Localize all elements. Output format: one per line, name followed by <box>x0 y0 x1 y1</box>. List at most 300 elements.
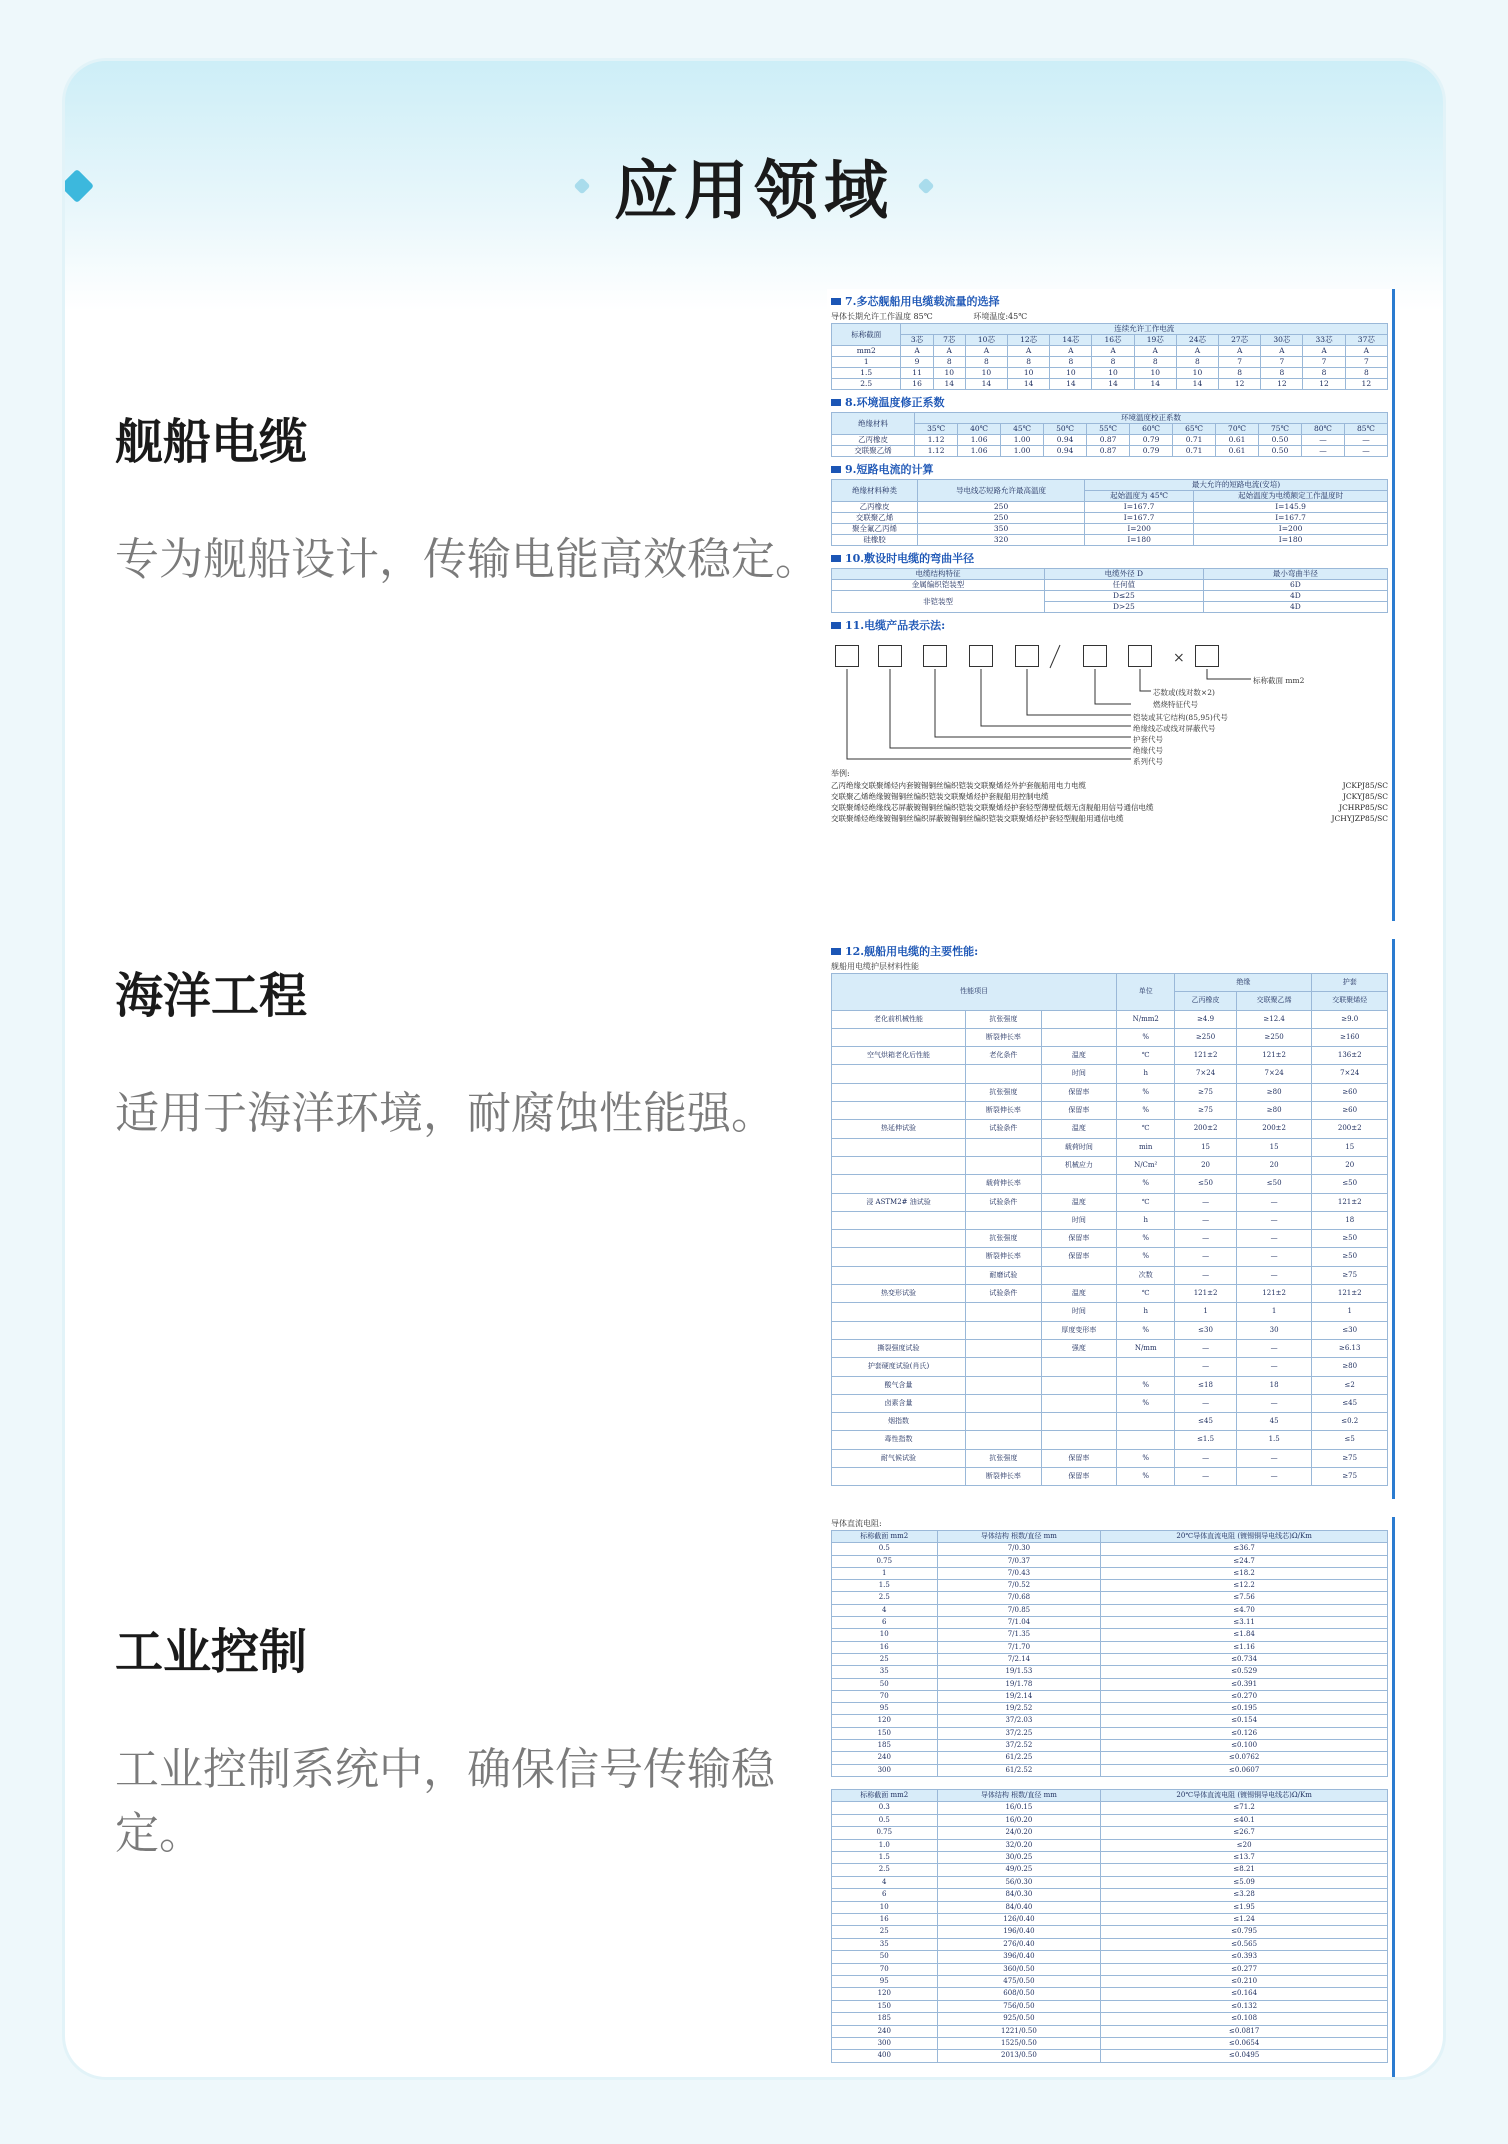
table-cell: ℃ <box>1117 1047 1175 1065</box>
table-cell: 载荷伸长率 <box>966 1175 1042 1193</box>
example-desc: 乙丙绝缘交联聚烯烃内套镀锡铜丝编织铠装交联聚烯烃外护套舰船用电力电缆 <box>831 781 1086 790</box>
table-cell: 200±2 <box>1175 1120 1237 1138</box>
table-cell: — <box>1236 1339 1312 1357</box>
diamond-small-icon <box>918 178 935 195</box>
table-cell: 19/2.52 <box>937 1703 1101 1715</box>
table-cell: ≤0.210 <box>1101 1976 1388 1988</box>
table-row <box>832 1543 1388 1555</box>
table-cell: — <box>1344 435 1387 446</box>
table-cell <box>832 1065 966 1083</box>
table-cell: I=167.7 <box>1085 513 1194 524</box>
code-box <box>1195 645 1219 667</box>
table-cell: — <box>1302 435 1345 446</box>
table-cell: 8 <box>933 357 965 368</box>
table-cell: 136±2 <box>1312 1047 1388 1065</box>
table-cell: 126/0.40 <box>937 1914 1101 1926</box>
table-cell: ≤45 <box>1312 1394 1388 1412</box>
table-cell: 机械应力 <box>1041 1156 1117 1174</box>
table-cell: ≤0.277 <box>1101 1963 1388 1975</box>
table-cell: 8 <box>1008 357 1050 368</box>
table-cell <box>832 1266 966 1284</box>
table-row <box>832 1230 1388 1248</box>
table-cell: 7 <box>1261 357 1303 368</box>
legend-item: 铠装或其它结构(85,95)代号 <box>1133 713 1228 722</box>
table-row <box>832 1963 1388 1975</box>
table-cell: ≤26.7 <box>1101 1827 1388 1839</box>
table-cell: A <box>1345 346 1387 357</box>
table-cell: 导体结构 根数/直径 mm <box>937 1531 1101 1543</box>
table-cell <box>1117 1431 1175 1449</box>
table-cell: 300 <box>832 2038 938 2050</box>
table-cell: 4D <box>1203 591 1387 602</box>
table-cell: 聚全氟乙丙烯 <box>832 524 918 535</box>
table-cell: 保留率 <box>1041 1230 1117 1248</box>
table-cell: 20℃导体直流电阻 (镀锡铜导电线芯)Ω/Km <box>1101 1789 1388 1801</box>
table-cell: 0.75 <box>832 1555 938 1567</box>
table-row <box>832 357 1388 368</box>
table-cell: — <box>1302 446 1345 457</box>
table-row <box>832 368 1388 379</box>
table-row <box>832 1175 1388 1193</box>
table-cell: — <box>1236 1449 1312 1467</box>
table-row <box>832 1827 1388 1839</box>
table-cell: 1.06 <box>958 446 1001 457</box>
table-row <box>832 2000 1388 2012</box>
example-row <box>831 813 1388 824</box>
table-cell: 16/0.20 <box>937 1814 1101 1826</box>
table-cell <box>966 1339 1042 1357</box>
table-cell: 8 <box>1092 357 1134 368</box>
table-cell: 16 <box>901 379 933 390</box>
table-cell: ≤8.21 <box>1101 1864 1388 1876</box>
table-cell: ≤0.0654 <box>1101 2038 1388 2050</box>
table-cell: 温度 <box>1041 1120 1117 1138</box>
table-cell: 起始温度为 45℃ <box>1085 491 1194 502</box>
table-cell: 35 <box>832 1938 938 1950</box>
table-cell: ≤3.11 <box>1101 1617 1388 1629</box>
title-row <box>65 131 1443 241</box>
section-title: 工业控制 <box>115 1624 308 1680</box>
table-cell: ≤7.56 <box>1101 1592 1388 1604</box>
table-cell: 浸 ASTM2# 油试验 <box>832 1193 966 1211</box>
table-cell: 0.79 <box>1130 435 1173 446</box>
table-cell: 温度 <box>1041 1285 1117 1303</box>
table-cell: 空气烘箱老化后性能 <box>832 1047 966 1065</box>
table-row <box>832 1358 1388 1376</box>
table-cell: 2013/0.50 <box>937 2050 1101 2062</box>
table-cell: 8 <box>1219 368 1261 379</box>
table-cell: 121±2 <box>1236 1285 1312 1303</box>
table-cell: 19/2.14 <box>937 1690 1101 1702</box>
table-cell: 15 <box>1175 1138 1237 1156</box>
code-box <box>1128 645 1152 667</box>
table-cell: 耐磨试验 <box>966 1266 1042 1284</box>
table-cell: % <box>1117 1376 1175 1394</box>
table-cell: 导体结构 根数/直径 mm <box>937 1789 1101 1801</box>
table-cell: 7×24 <box>1236 1065 1312 1083</box>
table-cell <box>1041 1010 1117 1028</box>
table-cell: 196/0.40 <box>937 1926 1101 1938</box>
table-cell: 45 <box>1236 1413 1312 1431</box>
table-cell: ≥75 <box>1312 1266 1388 1284</box>
table-header-row <box>832 974 1388 992</box>
table-cell: ℃ <box>1117 1285 1175 1303</box>
table-cell: ≤5.09 <box>1101 1876 1388 1888</box>
table-cell: 121±2 <box>1175 1047 1237 1065</box>
table-cell: 4 <box>832 1876 938 1888</box>
table-cell: 1 <box>1175 1303 1237 1321</box>
table-cell: 标称截面 mm2 <box>832 1531 938 1543</box>
table-cell: 卤素含量 <box>832 1394 966 1412</box>
section-ship-cable <box>115 403 855 592</box>
table-cell: 0.61 <box>1216 446 1259 457</box>
table-cell: 240 <box>832 1752 938 1764</box>
table-cell <box>832 1303 966 1321</box>
section-title: 海洋工程 <box>115 968 308 1024</box>
table-cell: 60℃ <box>1130 424 1173 435</box>
table-cell: 1.5 <box>832 368 901 379</box>
legend-item: 绝缘线芯或线对屏蔽代号 <box>1133 724 1216 733</box>
table-cell: 75℃ <box>1259 424 1302 435</box>
table-row <box>832 1690 1388 1702</box>
table-cell: 导电线芯短路允许最高温度 <box>918 480 1085 502</box>
table-cell <box>832 1138 966 1156</box>
table-cell: 7×24 <box>1312 1065 1388 1083</box>
table-cell: 0.50 <box>1259 435 1302 446</box>
table-cell: 37/2.25 <box>937 1727 1101 1739</box>
table-cell: 19芯 <box>1134 335 1176 346</box>
table-row <box>832 1653 1388 1665</box>
table-cell: 7/1.35 <box>937 1629 1101 1641</box>
current-capacity-table <box>831 323 1388 390</box>
table-cell: ≤50 <box>1236 1175 1312 1193</box>
table-cell: 250 <box>918 513 1085 524</box>
table-cell: 756/0.50 <box>937 2000 1101 2012</box>
table-cell: ≤13.7 <box>1101 1851 1388 1863</box>
table-cell: 24/0.20 <box>937 1827 1101 1839</box>
table-cell: 35 <box>832 1666 938 1678</box>
table-cell: 12 <box>1303 379 1345 390</box>
table-cell: 性能项目 <box>832 974 1117 1011</box>
table-cell: 121±2 <box>1236 1047 1312 1065</box>
table-cell: 绝缘材料种类 <box>832 480 918 502</box>
table-cell: 1 <box>1236 1303 1312 1321</box>
diamond-large-icon <box>62 169 94 203</box>
doc-heading: 11.电缆产品表示法: <box>831 617 1388 633</box>
table-cell: 200±2 <box>1312 1120 1388 1138</box>
table-cell: — <box>1175 1449 1237 1467</box>
table-cell: 16 <box>832 1914 938 1926</box>
table-cell: 19/1.53 <box>937 1666 1101 1678</box>
svg-text:×: × <box>1173 650 1185 666</box>
table-cell <box>966 1413 1042 1431</box>
table-cell: — <box>1236 1230 1312 1248</box>
table-cell: D>25 <box>1044 602 1203 613</box>
table-cell: ≤71.2 <box>1101 1802 1388 1814</box>
table-cell: 25 <box>832 1653 938 1665</box>
table-header-row <box>832 569 1388 580</box>
example-row <box>831 802 1388 813</box>
table-cell: 交联聚乙烯 <box>1236 992 1312 1010</box>
table-cell: 10 <box>1008 368 1050 379</box>
table-row <box>832 1285 1388 1303</box>
table-header-row <box>832 1531 1388 1543</box>
table-cell: 环境温度校正系数 <box>915 413 1388 424</box>
doc-heading: 8.环境温度修正系数 <box>831 394 1388 410</box>
table-cell: 10 <box>1134 368 1176 379</box>
table-cell: 标称截面 mm2 <box>832 1789 938 1801</box>
table-cell: 烟指数 <box>832 1413 966 1431</box>
table-row <box>832 1814 1388 1826</box>
page-title: 应用领域 <box>614 155 894 229</box>
table-row <box>832 435 1388 446</box>
table-cell: ≤0.0607 <box>1101 1764 1388 1776</box>
table-cell <box>832 1468 966 1486</box>
table-cell: A <box>1050 346 1092 357</box>
table-cell: ≥160 <box>1312 1028 1388 1046</box>
legend-item: 标称截面 mm2 <box>1253 676 1305 685</box>
table-cell: 240 <box>832 2025 938 2037</box>
table-cell: ≤40.1 <box>1101 1814 1388 1826</box>
table-cell: 50 <box>832 1678 938 1690</box>
table-cell: 保留率 <box>1041 1248 1117 1266</box>
table-cell: ≥50 <box>1312 1230 1388 1248</box>
table-cell <box>832 1175 966 1193</box>
table-cell: ≥9.0 <box>1312 1010 1388 1028</box>
table-cell: 撕裂强度试验 <box>832 1339 966 1357</box>
table-cell: A <box>1134 346 1176 357</box>
table-cell: — <box>1175 1394 1237 1412</box>
table-cell: 1.12 <box>915 435 958 446</box>
table-cell: 1.12 <box>915 446 958 457</box>
legend-item: 绝缘代号 <box>1133 746 1163 755</box>
table-cell: ≤4.70 <box>1101 1604 1388 1616</box>
table-cell: 276/0.40 <box>937 1938 1101 1950</box>
table-cell: 0.79 <box>1130 446 1173 457</box>
table-cell: 30芯 <box>1261 335 1303 346</box>
table-cell: I=180 <box>1085 535 1194 546</box>
table-cell: ≥6.13 <box>1312 1339 1388 1357</box>
table-cell: ≤0.2 <box>1312 1413 1388 1431</box>
table-cell: 毒性指数 <box>832 1431 966 1449</box>
table-header-row <box>832 1789 1388 1801</box>
table-cell: ≤0.391 <box>1101 1678 1388 1690</box>
table-cell <box>966 1156 1042 1174</box>
table-cell: 10 <box>832 1901 938 1913</box>
table-cell: ≤30 <box>1312 1321 1388 1339</box>
table-cell: 7 <box>1219 357 1261 368</box>
table-cell: 热延伸试验 <box>832 1120 966 1138</box>
doc-caption: 导体直流电阻: <box>831 1519 882 1528</box>
table-cell <box>966 1376 1042 1394</box>
table-header-row <box>832 335 1388 346</box>
table-row <box>832 1047 1388 1065</box>
table-cell: 150 <box>832 1727 938 1739</box>
table-cell: 酸气含量 <box>832 1376 966 1394</box>
table-cell: — <box>1175 1358 1237 1376</box>
table-row <box>832 1339 1388 1357</box>
table-cell: ≤0.529 <box>1101 1666 1388 1678</box>
table-cell: 单位 <box>1117 974 1175 1011</box>
table-cell: — <box>1236 1248 1312 1266</box>
table-cell: 6D <box>1203 580 1387 591</box>
table-cell: ≤20 <box>1101 1839 1388 1851</box>
table-cell: I=180 <box>1194 535 1388 546</box>
table-row <box>832 1678 1388 1690</box>
table-cell: h <box>1117 1211 1175 1229</box>
table-cell <box>1117 1358 1175 1376</box>
table-cell: 8 <box>1176 357 1218 368</box>
table-cell: 0.94 <box>1044 446 1087 457</box>
table-cell: 12芯 <box>1008 335 1050 346</box>
table-cell: 老化前机械性能 <box>832 1010 966 1028</box>
table-cell: ≤0.270 <box>1101 1690 1388 1702</box>
table-cell: 2.5 <box>832 1864 938 1876</box>
table-cell: 14 <box>933 379 965 390</box>
table-cell: 18 <box>1236 1376 1312 1394</box>
example-code: JCKPJ85/SC <box>1342 781 1388 790</box>
table-cell: — <box>1236 1211 1312 1229</box>
table-cell <box>966 1138 1042 1156</box>
table-cell: 1 <box>832 357 901 368</box>
table-cell <box>1041 1266 1117 1284</box>
table-cell: ≤1.5 <box>1175 1431 1237 1449</box>
table-row <box>832 1727 1388 1739</box>
bending-radius-table <box>831 568 1388 613</box>
table-cell: A <box>1303 346 1345 357</box>
table-cell: — <box>1344 446 1387 457</box>
table-row <box>832 1715 1388 1727</box>
table-cell: 断裂伸长率 <box>966 1028 1042 1046</box>
table-cell: ≤0.0495 <box>1101 2050 1388 2062</box>
table-cell: 老化条件 <box>966 1047 1042 1065</box>
table-cell: 50℃ <box>1044 424 1087 435</box>
table-cell: ≤1.24 <box>1101 1914 1388 1926</box>
table-cell: 7/1.04 <box>937 1617 1101 1629</box>
table-cell: 1.5 <box>832 1580 938 1592</box>
table-cell <box>832 1230 966 1248</box>
table-cell <box>966 1394 1042 1412</box>
table-cell: 185 <box>832 2013 938 2025</box>
table-row <box>832 1988 1388 2000</box>
table-cell: 0.50 <box>1259 446 1302 457</box>
code-examples <box>831 780 1388 824</box>
table-row <box>832 1083 1388 1101</box>
title-deco-right <box>920 180 932 192</box>
table-cell: ≤36.7 <box>1101 1543 1388 1555</box>
table-cell: 61/2.25 <box>937 1752 1101 1764</box>
table-cell: 30 <box>1236 1321 1312 1339</box>
table-row <box>832 1580 1388 1592</box>
table-cell: I=167.7 <box>1194 513 1388 524</box>
table-cell: N/Cm² <box>1117 1156 1175 1174</box>
table-cell: 120 <box>832 1988 938 2000</box>
table-cell: 7/0.68 <box>937 1592 1101 1604</box>
table-cell <box>966 1358 1042 1376</box>
table-row <box>832 1889 1388 1901</box>
table-cell: 6 <box>832 1889 938 1901</box>
table-cell: 时间 <box>1041 1211 1117 1229</box>
table-cell: 7 <box>1345 357 1387 368</box>
table-cell: % <box>1117 1394 1175 1412</box>
table-cell: 250 <box>918 502 1085 513</box>
table-cell: 475/0.50 <box>937 1976 1101 1988</box>
table-cell: 121±2 <box>1312 1193 1388 1211</box>
table-cell: 49/0.25 <box>937 1864 1101 1876</box>
code-box <box>1015 645 1039 667</box>
table-cell: 85℃ <box>1344 424 1387 435</box>
table-cell: ≤0.795 <box>1101 1926 1388 1938</box>
table-cell: 载荷时间 <box>1041 1138 1117 1156</box>
table-cell: ≤12.2 <box>1101 1580 1388 1592</box>
table-cell: 18 <box>1312 1211 1388 1229</box>
example-row <box>831 791 1388 802</box>
table-cell: ≤0.393 <box>1101 1951 1388 1963</box>
table-row <box>832 1926 1388 1938</box>
table-cell: ℃ <box>1117 1193 1175 1211</box>
table-cell: 37/2.03 <box>937 1715 1101 1727</box>
table-cell <box>1041 1431 1117 1449</box>
table-row <box>832 1617 1388 1629</box>
table-cell: 4D <box>1203 602 1387 613</box>
table-row <box>832 1156 1388 1174</box>
table-row <box>832 1468 1388 1486</box>
table-cell: 37/2.52 <box>937 1740 1101 1752</box>
table-cell: 20 <box>1236 1156 1312 1174</box>
table-row <box>832 1864 1388 1876</box>
table-cell: 10 <box>965 368 1007 379</box>
table-cell <box>832 1248 966 1266</box>
table-cell: ≥75 <box>1312 1468 1388 1486</box>
table-cell: ≤0.100 <box>1101 1740 1388 1752</box>
dc-resistance-table-1 <box>831 1530 1388 1777</box>
table-cell: 0.3 <box>832 1802 938 1814</box>
table-cell: 16 <box>832 1641 938 1653</box>
table-cell: ≤0.126 <box>1101 1727 1388 1739</box>
table-cell: % <box>1117 1449 1175 1467</box>
table-cell: 7芯 <box>933 335 965 346</box>
table-cell: 7/0.43 <box>937 1567 1101 1579</box>
table-cell: 试验条件 <box>966 1120 1042 1138</box>
table-cell: 14 <box>1008 379 1050 390</box>
section-desc: 工业控制系统中，确保信号传输稳定。 <box>115 1744 775 1859</box>
table-cell: 0.5 <box>832 1814 938 1826</box>
table-cell: 6 <box>832 1617 938 1629</box>
table-cell <box>1117 1413 1175 1431</box>
table-row <box>832 1193 1388 1211</box>
table-cell: ≤0.132 <box>1101 2000 1388 2012</box>
table-cell: ≤24.7 <box>1101 1555 1388 1567</box>
table-cell: % <box>1117 1083 1175 1101</box>
table-cell: 7/0.52 <box>937 1580 1101 1592</box>
table-row <box>832 1876 1388 1888</box>
table-row <box>832 1303 1388 1321</box>
table-header-row <box>832 413 1388 424</box>
table-cell: 30/0.25 <box>937 1851 1101 1863</box>
table-cell: 乙丙橡皮 <box>1175 992 1237 1010</box>
table-cell: — <box>1236 1468 1312 1486</box>
table-cell <box>832 1102 966 1120</box>
example-code: JCHYJZP85/SC <box>1331 814 1388 823</box>
table-cell: I=200 <box>1085 524 1194 535</box>
table-row <box>832 1839 1388 1851</box>
table-cell: 400 <box>832 2050 938 2062</box>
table-row <box>832 1431 1388 1449</box>
table-cell: 起始温度为电缆额定工作温度时 <box>1194 491 1388 502</box>
table-cell: 84/0.30 <box>937 1889 1101 1901</box>
table-row <box>832 379 1388 390</box>
table-cell <box>1041 1413 1117 1431</box>
